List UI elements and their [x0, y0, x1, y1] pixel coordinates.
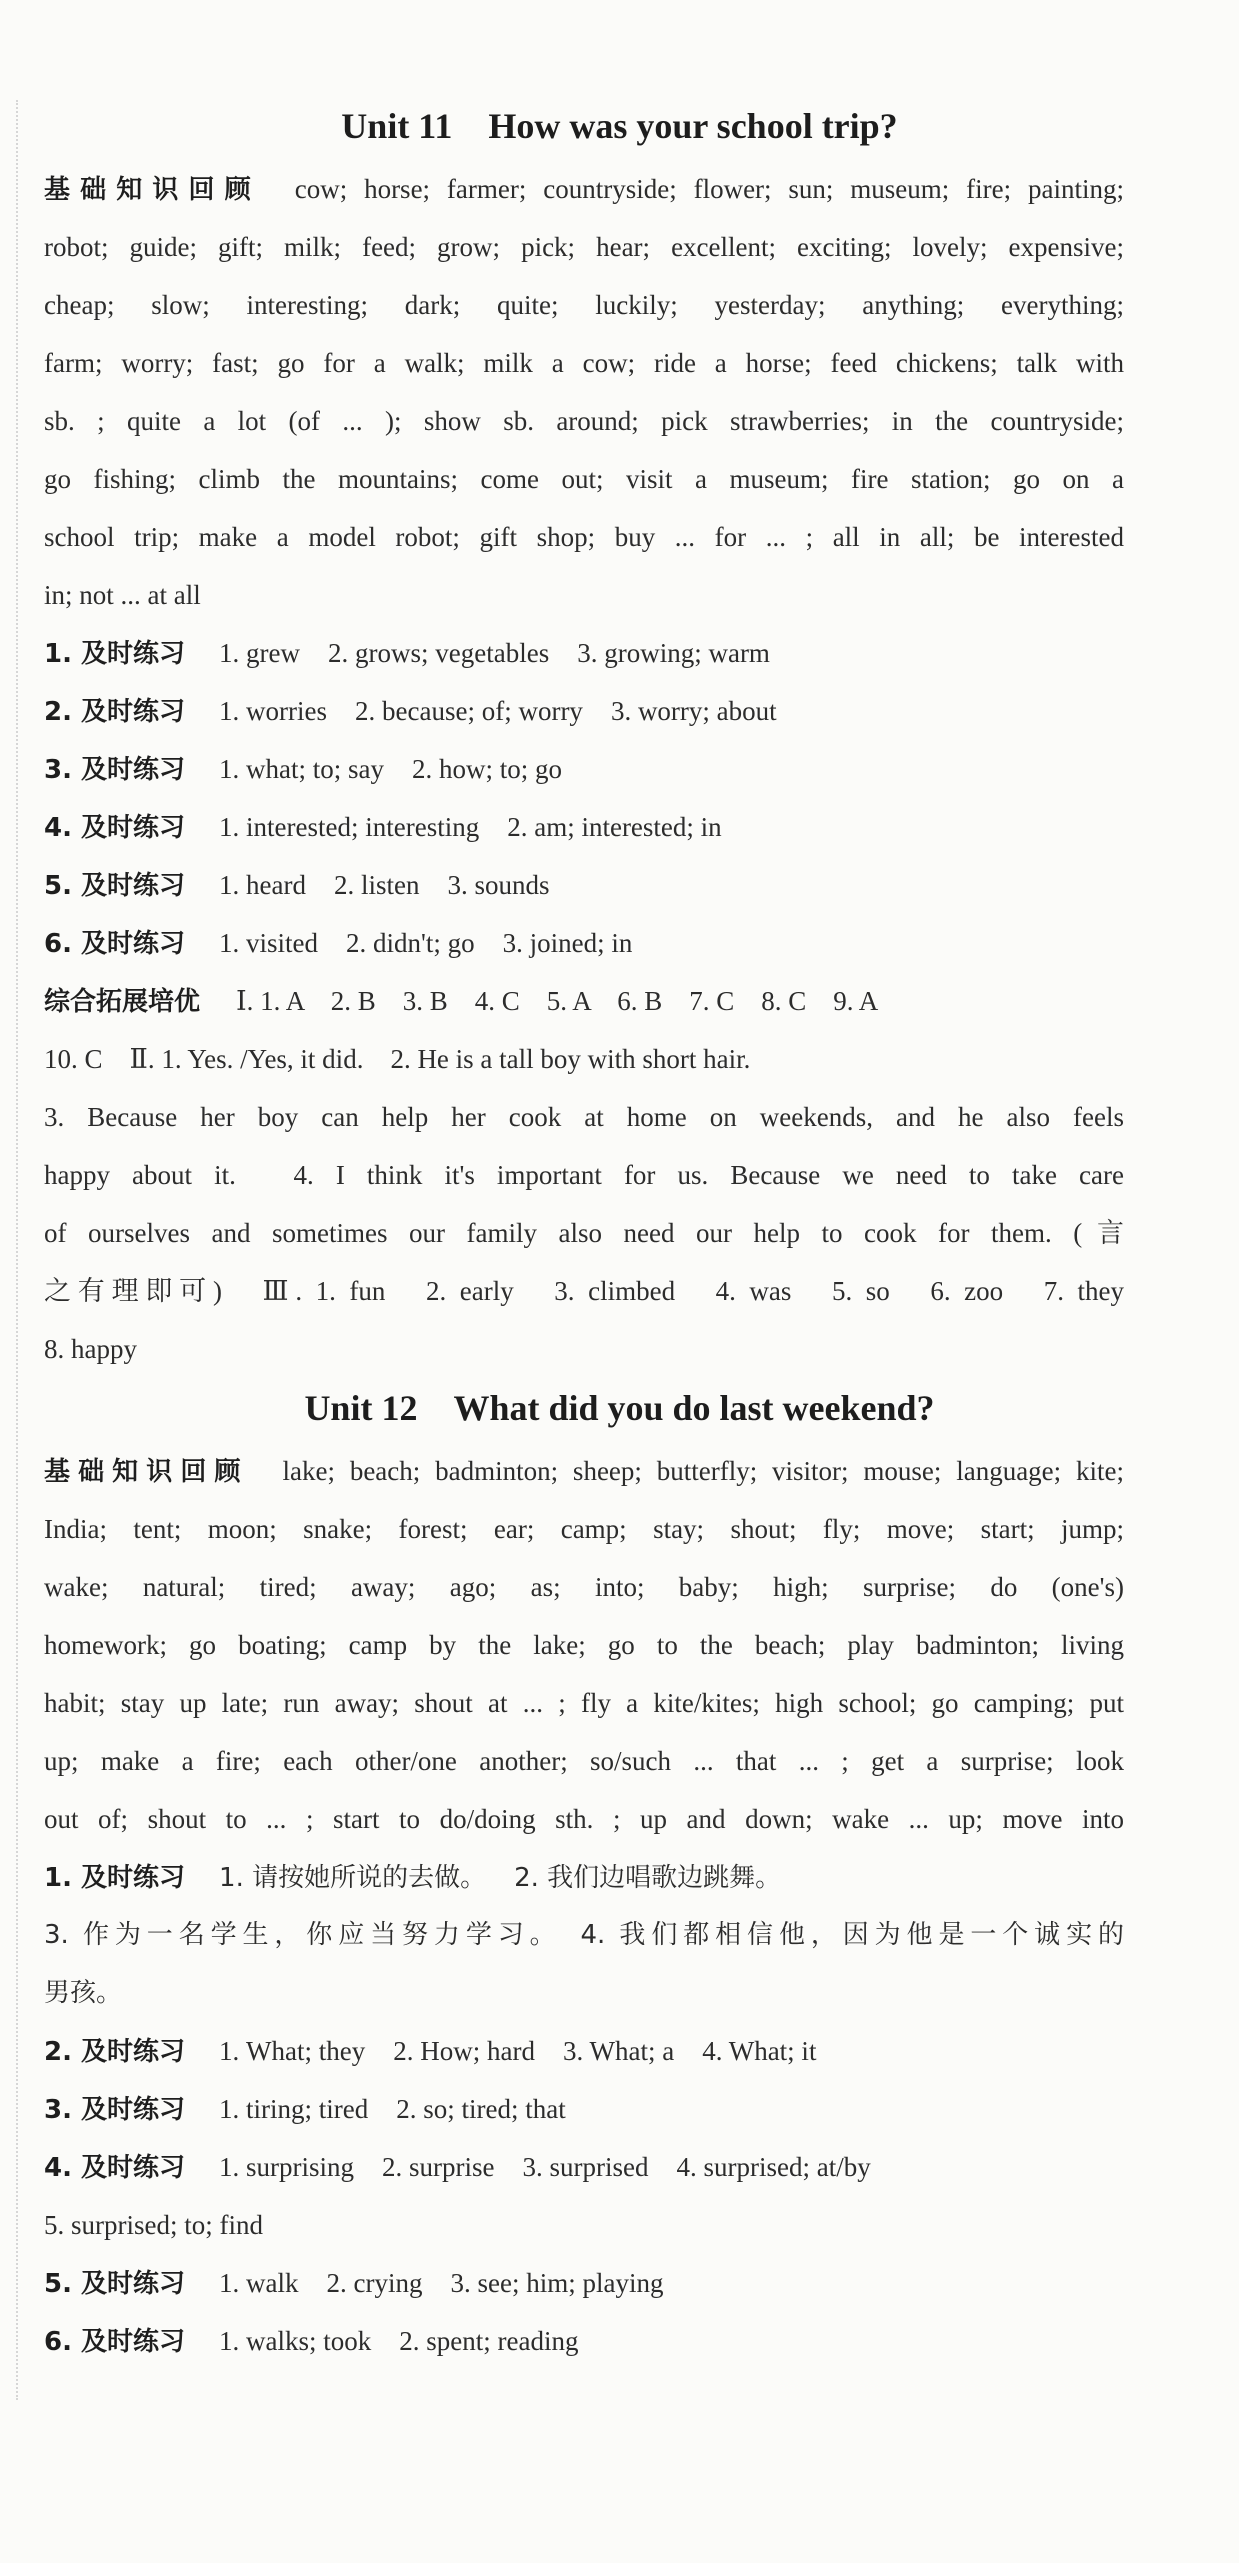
unit-11-comprehensive-line: 之有理即可) Ⅲ. 1. fun 2. early 3. climbed 4. was 5. so 6. zoo 7. they	[44, 1276, 1124, 1306]
review-label: 基础知识回顾	[44, 175, 261, 205]
unit-12-review-line: India; tent; moon; snake; forest; ear; camp; stay; shout; fly; move; start; jump;	[44, 1514, 1124, 1544]
unit-12-exercise-row: 6. 及时练习 1. walks; took 2. spent; reading	[44, 2326, 579, 2357]
comprehensive-label: 综合拓展培优	[44, 987, 201, 1017]
unit-11-exercise-row: 1. 及时练习 1. grew 2. grows; vegetables 3. growing; warm	[44, 638, 770, 669]
unit-11-review-line: in; not ... at all	[44, 580, 201, 610]
unit-11-comprehensive-line: happy about it. 4. I think it's important for us. Because we need to take care	[44, 1160, 1124, 1190]
unit-11-review-line: go fishing; climb the mountains; come out; visit a museum; fire station; go on a	[44, 464, 1124, 494]
unit-12-review-line: up; make a fire; each other/one another; so/such ... that ... ; get a surprise; look	[44, 1746, 1124, 1776]
unit-12-exercise-row: 4. 及时练习 1. surprising 2. surprise 3. surprised 4. surprised; at/by	[44, 2152, 871, 2183]
unit-11-comprehensive-line: 8. happy	[44, 1334, 137, 1364]
unit-12-exercise-line: 3. 作为一名学生，你应当努力学习。 4. 我们都相信他，因为他是一个诚实的	[44, 1920, 1124, 1950]
unit-11-comprehensive-line: 3. Because her boy can help her cook at home on weekends, and he also feels	[44, 1102, 1124, 1132]
unit-11-review-line: 基础知识回顾 cow; horse; farmer; countryside; flower; sun; museum; fire; painting;	[44, 174, 1124, 205]
unit-12-exercise-row: 1. 及时练习 1. 请按她所说的去做。 2. 我们边唱歌边跳舞。	[44, 1863, 782, 1893]
unit-12-exercise-line: 男孩。	[44, 1978, 123, 2008]
unit-11-exercise-row: 2. 及时练习 1. worries 2. because; of; worry 3. worry; about	[44, 696, 777, 727]
unit-11-review-line: cheap; slow; interesting; dark; quite; luckily; yesterday; anything; everything;	[44, 290, 1124, 320]
unit-11-comprehensive-line: of ourselves and sometimes our family also need our help to cook for them. (言	[44, 1218, 1124, 1248]
unit-11-title: Unit 11 How was your school trip?	[341, 106, 898, 146]
unit-12-review-line: habit; stay up late; run away; shout at ... ; fly a kite/kites; high school; go camping; put	[44, 1688, 1124, 1718]
unit-11-comprehensive-line: 10. C Ⅱ. 1. Yes. /Yes, it did. 2. He is a tall boy with short hair.	[44, 1044, 751, 1074]
unit-12-exercise-row: 3. 及时练习 1. tiring; tired 2. so; tired; that	[44, 2094, 566, 2125]
unit-11-review-line: sb. ; quite a lot (of ... ); show sb. around; pick strawberries; in the countryside;	[44, 406, 1124, 436]
page-edge-dots	[16, 100, 19, 2400]
unit-12-title: Unit 12 What did you do last weekend?	[304, 1388, 935, 1428]
unit-11-review-line: robot; guide; gift; milk; feed; grow; pick; hear; excellent; exciting; lovely; expensive;	[44, 232, 1124, 262]
unit-11-exercise-row: 6. 及时练习 1. visited 2. didn't; go 3. joined; in	[44, 928, 633, 959]
review-label: 基础知识回顾	[44, 1457, 249, 1487]
unit-11-comprehensive-row: 综合拓展培优 Ⅰ. 1. A 2. B 3. B 4. C 5. A 6. B 7. C 8. C 9. A	[44, 986, 879, 1017]
unit-12-review-line: wake; natural; tired; away; ago; as; into; baby; high; surprise; do (one's)	[44, 1572, 1124, 1602]
unit-12-exercise-row: 5. 及时练习 1. walk 2. crying 3. see; him; playing	[44, 2268, 664, 2299]
unit-11-review-line: school trip; make a model robot; gift shop; buy ... for ... ; all in all; be interested	[44, 522, 1124, 552]
unit-12-exercise-line: 5. surprised; to; find	[44, 2210, 263, 2240]
unit-11-review-line: farm; worry; fast; go for a walk; milk a cow; ride a horse; feed chickens; talk with	[44, 348, 1124, 378]
unit-11-exercise-row: 4. 及时练习 1. interested; interesting 2. am; interested; in	[44, 812, 722, 843]
unit-12-review-line: homework; go boating; camp by the lake; go to the beach; play badminton; living	[44, 1630, 1124, 1660]
unit-12-review-line: out of; shout to ... ; start to do/doing sth. ; up and down; wake ... up; move into	[44, 1804, 1124, 1834]
unit-12-exercise-row: 2. 及时练习 1. What; they 2. How; hard 3. What; a 4. What; it	[44, 2036, 817, 2067]
unit-12-review-line: 基础知识回顾 lake; beach; badminton; sheep; butterfly; visitor; mouse; language; kite;	[44, 1456, 1124, 1487]
unit-11-exercise-row: 5. 及时练习 1. heard 2. listen 3. sounds	[44, 870, 550, 901]
unit-11-exercise-row: 3. 及时练习 1. what; to; say 2. how; to; go	[44, 754, 563, 785]
